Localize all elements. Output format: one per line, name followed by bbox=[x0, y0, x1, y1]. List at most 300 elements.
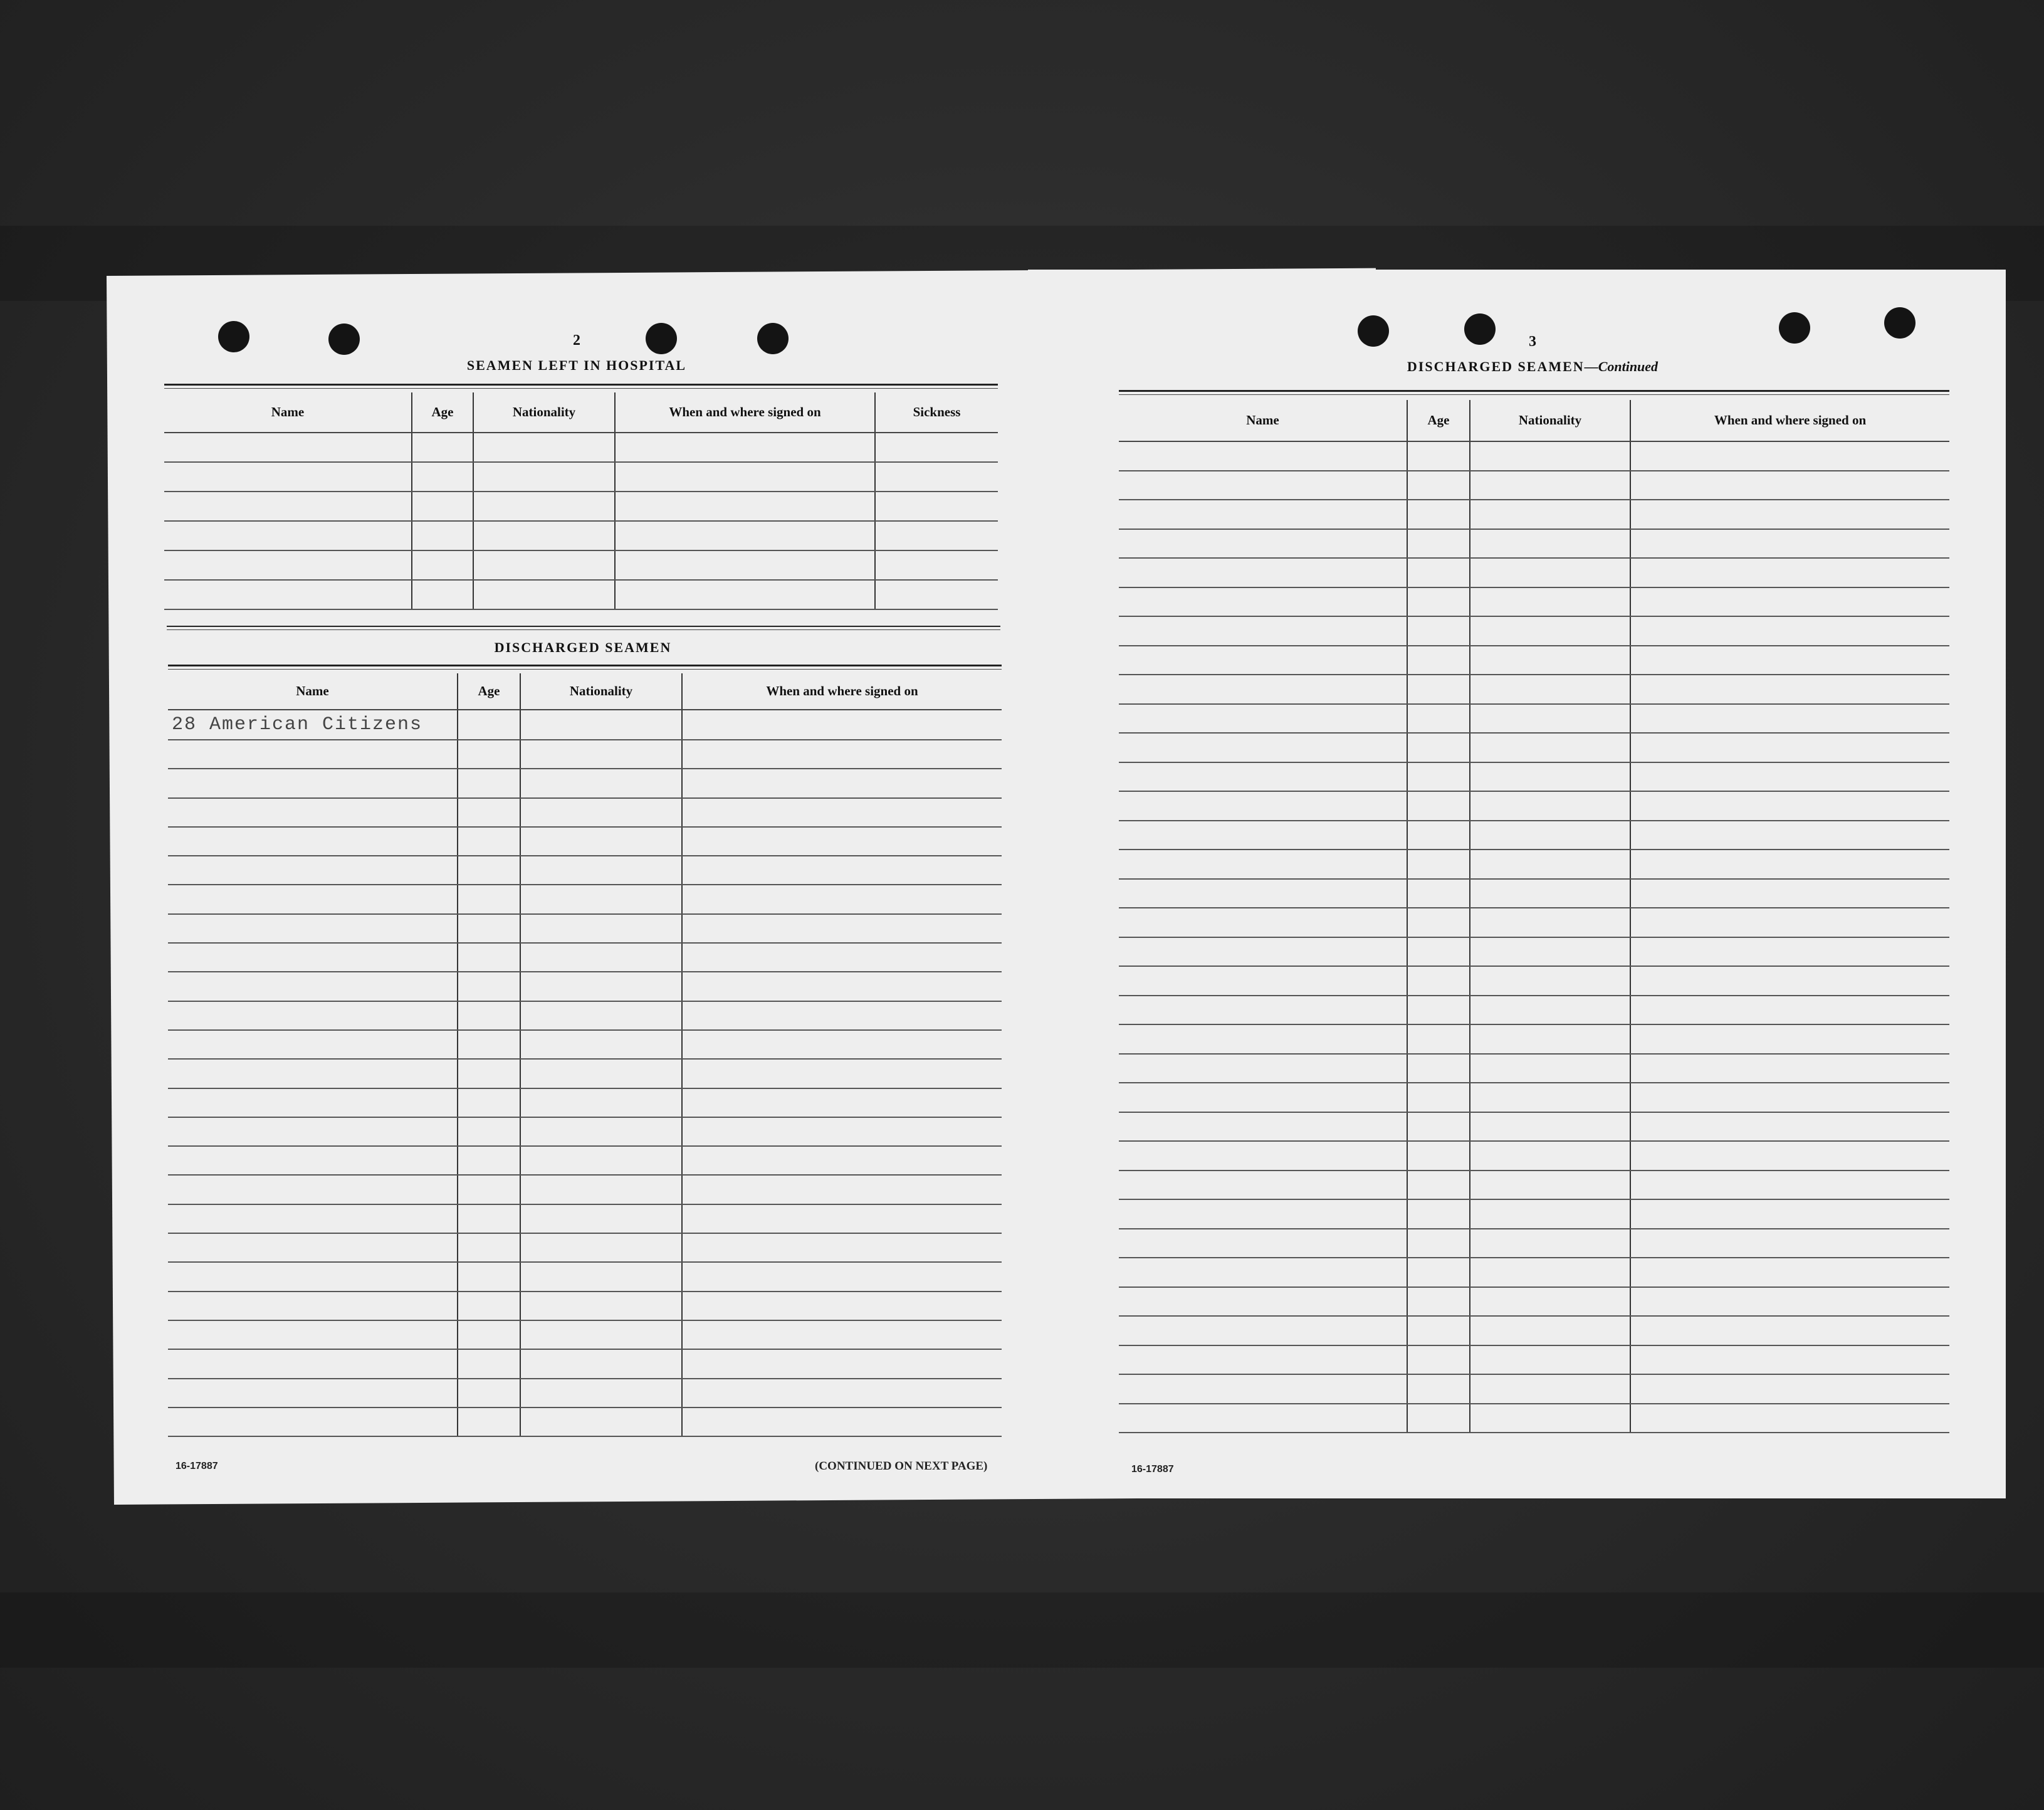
table-cell bbox=[1630, 1083, 1949, 1112]
table-cell bbox=[1407, 1171, 1470, 1200]
table-cell bbox=[875, 462, 998, 492]
table-row bbox=[1119, 908, 1949, 937]
table-cell bbox=[1407, 1112, 1470, 1142]
column-header-nationality: Nationality bbox=[1470, 400, 1630, 441]
table-header bbox=[1119, 400, 1949, 441]
table-cell bbox=[682, 1262, 1002, 1291]
table-row bbox=[1119, 616, 1949, 646]
column-header-name: Name bbox=[164, 392, 412, 433]
table-cell bbox=[168, 1349, 458, 1378]
table-cell bbox=[168, 1001, 458, 1030]
table-cell bbox=[458, 1233, 520, 1262]
table-cell bbox=[1470, 646, 1630, 675]
table-cell bbox=[1470, 500, 1630, 529]
table-cell bbox=[1470, 1287, 1630, 1317]
table-cell bbox=[520, 798, 682, 827]
column-header-name: Name bbox=[1119, 400, 1407, 441]
discharged-section-title: DISCHARGED SEAMEN bbox=[494, 639, 672, 655]
table-row bbox=[168, 1117, 1002, 1146]
table-cell bbox=[168, 1379, 458, 1407]
table-cell bbox=[1407, 587, 1470, 617]
table-cell bbox=[1119, 762, 1407, 792]
table-cell bbox=[458, 740, 520, 769]
table-cell bbox=[1119, 996, 1407, 1025]
column-header-signed-on: When and where signed on bbox=[682, 673, 1002, 710]
table-cell bbox=[1407, 996, 1470, 1025]
table-row bbox=[1119, 1112, 1949, 1142]
table-cell bbox=[1630, 1171, 1949, 1200]
table-row bbox=[1119, 1316, 1949, 1345]
table-cell bbox=[1407, 850, 1470, 879]
table-body bbox=[1119, 441, 1949, 1433]
table-cell bbox=[1630, 1404, 1949, 1433]
table-cell bbox=[168, 1088, 458, 1117]
table-cell bbox=[520, 1320, 682, 1349]
table-row bbox=[168, 798, 1002, 827]
table-row bbox=[168, 1379, 1002, 1407]
title-main: DISCHARGED SEAMEN bbox=[1407, 359, 1585, 374]
table-row bbox=[168, 1001, 1002, 1030]
table-cell bbox=[520, 1292, 682, 1320]
table-cell bbox=[1407, 937, 1470, 967]
hospital-table bbox=[164, 392, 998, 610]
table-cell bbox=[168, 914, 458, 943]
table-row bbox=[168, 856, 1002, 885]
table-row bbox=[1119, 1199, 1949, 1229]
divider bbox=[1119, 390, 1949, 392]
punch-hole-icon bbox=[328, 324, 360, 355]
table-cell bbox=[1407, 558, 1470, 587]
table-cell bbox=[682, 1407, 1002, 1436]
table-cell bbox=[1630, 1141, 1949, 1171]
table-cell bbox=[1630, 616, 1949, 646]
table-cell bbox=[1119, 616, 1407, 646]
table-cell bbox=[615, 521, 875, 550]
form-number: 16-17887 bbox=[176, 1461, 218, 1471]
background-band bbox=[0, 1592, 2044, 1668]
table-cell bbox=[1407, 616, 1470, 646]
table-cell bbox=[458, 1292, 520, 1320]
table-row bbox=[164, 492, 998, 521]
table-cell bbox=[473, 433, 615, 462]
table-cell bbox=[1630, 675, 1949, 704]
table-cell bbox=[168, 943, 458, 972]
table-cell bbox=[1407, 1404, 1470, 1433]
table-cell bbox=[412, 521, 473, 550]
table-cell bbox=[168, 1175, 458, 1204]
table-cell bbox=[1630, 1345, 1949, 1375]
table-cell bbox=[682, 1059, 1002, 1088]
table-cell bbox=[1470, 879, 1630, 908]
hospital-section-title: SEAMEN LEFT IN HOSPITAL bbox=[466, 357, 687, 373]
table-cell bbox=[412, 580, 473, 609]
divider bbox=[168, 665, 1002, 666]
table-cell bbox=[1407, 966, 1470, 996]
table-cell bbox=[1630, 733, 1949, 762]
table-cell bbox=[1119, 966, 1407, 996]
column-header-age: Age bbox=[1407, 400, 1470, 441]
table-cell bbox=[1119, 1316, 1407, 1345]
table-cell bbox=[1119, 675, 1407, 704]
table-cell bbox=[168, 1320, 458, 1349]
table-cell bbox=[168, 1233, 458, 1262]
table-cell bbox=[520, 740, 682, 769]
table-cell bbox=[615, 550, 875, 580]
table-cell bbox=[1119, 500, 1407, 529]
table-row bbox=[1119, 821, 1949, 850]
table-cell bbox=[615, 492, 875, 521]
table-cell bbox=[615, 433, 875, 462]
table-cell bbox=[1630, 908, 1949, 937]
table-cell bbox=[1119, 646, 1407, 675]
table-cell bbox=[1470, 1229, 1630, 1258]
table-cell bbox=[875, 433, 998, 462]
table-row bbox=[164, 433, 998, 462]
table-cell bbox=[1470, 850, 1630, 879]
table-row bbox=[164, 580, 998, 609]
table-row bbox=[168, 885, 1002, 913]
page-number: 2 bbox=[573, 332, 580, 349]
table-cell bbox=[458, 798, 520, 827]
table-cell bbox=[520, 1030, 682, 1059]
column-header-age: Age bbox=[458, 673, 520, 710]
table-cell bbox=[168, 856, 458, 885]
table-cell bbox=[473, 550, 615, 580]
continued-note: (CONTINUED ON NEXT PAGE) bbox=[815, 1460, 988, 1473]
table-cell bbox=[1470, 1345, 1630, 1375]
table-cell bbox=[1470, 937, 1630, 967]
table-cell bbox=[168, 1146, 458, 1175]
punch-hole-icon bbox=[1779, 312, 1810, 344]
table-cell bbox=[458, 1262, 520, 1291]
table-cell bbox=[1630, 471, 1949, 500]
table-cell bbox=[168, 769, 458, 797]
table-cell bbox=[458, 1407, 520, 1436]
table-cell bbox=[1470, 441, 1630, 471]
table-cell bbox=[1119, 1024, 1407, 1054]
table-cell bbox=[1470, 821, 1630, 850]
table-cell bbox=[1119, 471, 1407, 500]
table-cell bbox=[458, 1175, 520, 1204]
table-cell bbox=[458, 856, 520, 885]
table-cell bbox=[473, 521, 615, 550]
table-row bbox=[1119, 1374, 1949, 1404]
table-cell bbox=[520, 1088, 682, 1117]
table-cell bbox=[520, 914, 682, 943]
table-row bbox=[1119, 937, 1949, 967]
table-cell bbox=[1470, 1404, 1630, 1433]
table-row bbox=[168, 827, 1002, 856]
table-cell bbox=[1470, 1316, 1630, 1345]
table-cell bbox=[1630, 1199, 1949, 1229]
table-cell bbox=[1470, 675, 1630, 704]
table-cell bbox=[1470, 704, 1630, 734]
title-continued: —Continued bbox=[1584, 359, 1659, 374]
table-cell bbox=[168, 972, 458, 1001]
table-row bbox=[1119, 1054, 1949, 1083]
table-cell bbox=[412, 462, 473, 492]
table-cell bbox=[1119, 908, 1407, 937]
table-cell bbox=[1119, 1171, 1407, 1200]
table-cell bbox=[1119, 879, 1407, 908]
table-cell bbox=[1630, 937, 1949, 967]
table-cell bbox=[520, 1379, 682, 1407]
table-cell bbox=[1470, 996, 1630, 1025]
table-cell bbox=[1119, 733, 1407, 762]
table-cell bbox=[615, 580, 875, 609]
table-row bbox=[168, 740, 1002, 769]
table-cell bbox=[1470, 471, 1630, 500]
table-cell bbox=[1630, 704, 1949, 734]
table-cell bbox=[520, 1059, 682, 1088]
table-row bbox=[1119, 1083, 1949, 1112]
table-cell bbox=[1407, 1229, 1470, 1258]
table-cell bbox=[168, 1292, 458, 1320]
table-cell bbox=[412, 433, 473, 462]
table-row bbox=[168, 1204, 1002, 1233]
table-cell bbox=[1407, 646, 1470, 675]
punch-hole-icon bbox=[757, 323, 789, 354]
table-cell bbox=[473, 580, 615, 609]
table-cell bbox=[1630, 441, 1949, 471]
table-cell bbox=[520, 856, 682, 885]
table-cell bbox=[1407, 762, 1470, 792]
column-header-nationality: Nationality bbox=[473, 392, 615, 433]
table-cell bbox=[1630, 966, 1949, 996]
table-cell bbox=[458, 1379, 520, 1407]
table-cell bbox=[1407, 1287, 1470, 1317]
table-cell bbox=[458, 1117, 520, 1146]
table-cell bbox=[1407, 1083, 1470, 1112]
table-cell bbox=[1470, 1199, 1630, 1229]
punch-hole-icon bbox=[1464, 313, 1496, 345]
table-row bbox=[1119, 791, 1949, 821]
table-cell bbox=[520, 885, 682, 913]
table-cell bbox=[458, 769, 520, 797]
table-cell bbox=[1407, 1199, 1470, 1229]
table-cell bbox=[168, 1059, 458, 1088]
table-cell bbox=[682, 1379, 1002, 1407]
table-cell bbox=[458, 1001, 520, 1030]
table-cell bbox=[1630, 1374, 1949, 1404]
table-row bbox=[1119, 1024, 1949, 1054]
table-body bbox=[168, 710, 1002, 1436]
table-cell bbox=[1119, 1141, 1407, 1171]
table-cell bbox=[875, 521, 998, 550]
table-cell bbox=[520, 769, 682, 797]
table-cell bbox=[168, 1030, 458, 1059]
table-cell bbox=[1119, 1258, 1407, 1287]
divider bbox=[164, 384, 998, 386]
table-row bbox=[1119, 646, 1949, 675]
table-cell bbox=[1119, 704, 1407, 734]
table-cell bbox=[1407, 1258, 1470, 1287]
table-cell bbox=[1119, 1345, 1407, 1375]
table-cell bbox=[682, 856, 1002, 885]
table-header bbox=[168, 673, 1002, 710]
table-cell bbox=[682, 1233, 1002, 1262]
table-cell bbox=[682, 1204, 1002, 1233]
table-row bbox=[1119, 966, 1949, 996]
table-row bbox=[168, 1407, 1002, 1436]
table-cell bbox=[682, 769, 1002, 797]
table-cell bbox=[682, 972, 1002, 1001]
table-cell bbox=[1407, 471, 1470, 500]
table-cell bbox=[458, 972, 520, 1001]
table-cell bbox=[1470, 1024, 1630, 1054]
table-cell bbox=[1470, 1083, 1630, 1112]
table-cell bbox=[168, 827, 458, 856]
table-cell bbox=[1470, 1054, 1630, 1083]
table-cell bbox=[682, 710, 1002, 740]
table-cell bbox=[458, 1204, 520, 1233]
table-cell bbox=[1470, 1258, 1630, 1287]
table-cell bbox=[458, 827, 520, 856]
table-cell bbox=[1470, 762, 1630, 792]
table-row bbox=[1119, 704, 1949, 734]
table-cell bbox=[168, 1407, 458, 1436]
table-cell bbox=[473, 462, 615, 492]
table-cell bbox=[412, 492, 473, 521]
table-row bbox=[168, 1030, 1002, 1059]
table-cell bbox=[168, 1117, 458, 1146]
table-cell bbox=[164, 580, 412, 609]
table-row bbox=[1119, 1171, 1949, 1200]
column-header-age: Age bbox=[412, 392, 473, 433]
table-cell bbox=[1407, 908, 1470, 937]
table-cell bbox=[682, 1088, 1002, 1117]
table-row bbox=[1119, 441, 1949, 471]
table-cell bbox=[1119, 937, 1407, 967]
table-cell bbox=[458, 1349, 520, 1378]
table-cell bbox=[168, 885, 458, 913]
table-row bbox=[1119, 1287, 1949, 1317]
table-cell bbox=[1630, 1112, 1949, 1142]
table-cell bbox=[458, 885, 520, 913]
table-cell bbox=[520, 943, 682, 972]
table-cell bbox=[168, 1204, 458, 1233]
table-cell bbox=[875, 550, 998, 580]
table-cell bbox=[1470, 733, 1630, 762]
table-cell bbox=[168, 1262, 458, 1291]
table-row bbox=[164, 462, 998, 492]
table-row bbox=[1119, 529, 1949, 559]
table-cell bbox=[1119, 558, 1407, 587]
table-cell bbox=[473, 492, 615, 521]
discharged-continued-title bbox=[1341, 359, 1724, 375]
table-cell bbox=[458, 1146, 520, 1175]
table-cell bbox=[1119, 791, 1407, 821]
table-cell bbox=[1119, 850, 1407, 879]
table-row bbox=[164, 550, 998, 580]
table-row bbox=[168, 1320, 1002, 1349]
table-cell bbox=[520, 1175, 682, 1204]
table-cell bbox=[1407, 821, 1470, 850]
table-cell bbox=[1407, 441, 1470, 471]
table-cell bbox=[1470, 1374, 1630, 1404]
table-cell bbox=[1119, 1054, 1407, 1083]
table-row bbox=[1119, 1258, 1949, 1287]
table-cell bbox=[1119, 1374, 1407, 1404]
table-cell bbox=[682, 1030, 1002, 1059]
table-cell bbox=[1630, 850, 1949, 879]
table-cell bbox=[1119, 1229, 1407, 1258]
table-cell bbox=[164, 462, 412, 492]
table-row bbox=[1119, 500, 1949, 529]
table-row bbox=[168, 914, 1002, 943]
table-row bbox=[1119, 471, 1949, 500]
page-number: 3 bbox=[1529, 334, 1536, 350]
table-row bbox=[1119, 1345, 1949, 1375]
table-cell bbox=[682, 1320, 1002, 1349]
table-row bbox=[168, 1233, 1002, 1262]
table-cell bbox=[1407, 1345, 1470, 1375]
table-cell bbox=[1407, 1024, 1470, 1054]
column-header-sickness: Sickness bbox=[875, 392, 998, 433]
table-cell bbox=[1630, 821, 1949, 850]
table-cell bbox=[1470, 587, 1630, 617]
table-cell bbox=[682, 885, 1002, 913]
table-cell bbox=[1630, 1287, 1949, 1317]
table-cell bbox=[164, 550, 412, 580]
table-cell bbox=[520, 972, 682, 1001]
table-cell bbox=[1407, 791, 1470, 821]
table-cell bbox=[520, 1349, 682, 1378]
table-cell bbox=[1470, 616, 1630, 646]
table-cell bbox=[615, 462, 875, 492]
table-cell bbox=[682, 943, 1002, 972]
table-cell bbox=[1630, 996, 1949, 1025]
table-cell bbox=[1119, 1287, 1407, 1317]
table-cell bbox=[682, 740, 1002, 769]
typed-entry: 28 American Citizens bbox=[168, 710, 458, 740]
table-cell bbox=[1407, 529, 1470, 559]
table-cell bbox=[1470, 791, 1630, 821]
table-row bbox=[1119, 879, 1949, 908]
table-row bbox=[168, 1262, 1002, 1291]
table-row bbox=[1119, 1229, 1949, 1258]
table-row bbox=[1119, 558, 1949, 587]
table-cell bbox=[458, 1088, 520, 1117]
table-cell bbox=[682, 1001, 1002, 1030]
table-row bbox=[168, 943, 1002, 972]
table-cell bbox=[682, 1349, 1002, 1378]
table-cell bbox=[1407, 733, 1470, 762]
table-cell bbox=[1119, 441, 1407, 471]
table-cell bbox=[458, 1030, 520, 1059]
table-cell bbox=[1407, 1374, 1470, 1404]
table-cell bbox=[1630, 529, 1949, 559]
table-row bbox=[168, 769, 1002, 797]
table-cell bbox=[1407, 1316, 1470, 1345]
punch-hole-icon bbox=[646, 323, 677, 354]
table-cell bbox=[520, 1146, 682, 1175]
table-row bbox=[1119, 733, 1949, 762]
table-cell bbox=[1630, 879, 1949, 908]
table-cell bbox=[1470, 908, 1630, 937]
table-cell bbox=[682, 827, 1002, 856]
table-row bbox=[1119, 1404, 1949, 1433]
table-cell bbox=[1119, 1199, 1407, 1229]
table-row bbox=[164, 521, 998, 550]
table-row bbox=[1119, 762, 1949, 792]
table-row bbox=[1119, 996, 1949, 1025]
table-cell bbox=[1407, 500, 1470, 529]
table-body bbox=[164, 433, 998, 609]
table-cell bbox=[1630, 500, 1949, 529]
table-row bbox=[168, 1088, 1002, 1117]
table-cell bbox=[164, 433, 412, 462]
